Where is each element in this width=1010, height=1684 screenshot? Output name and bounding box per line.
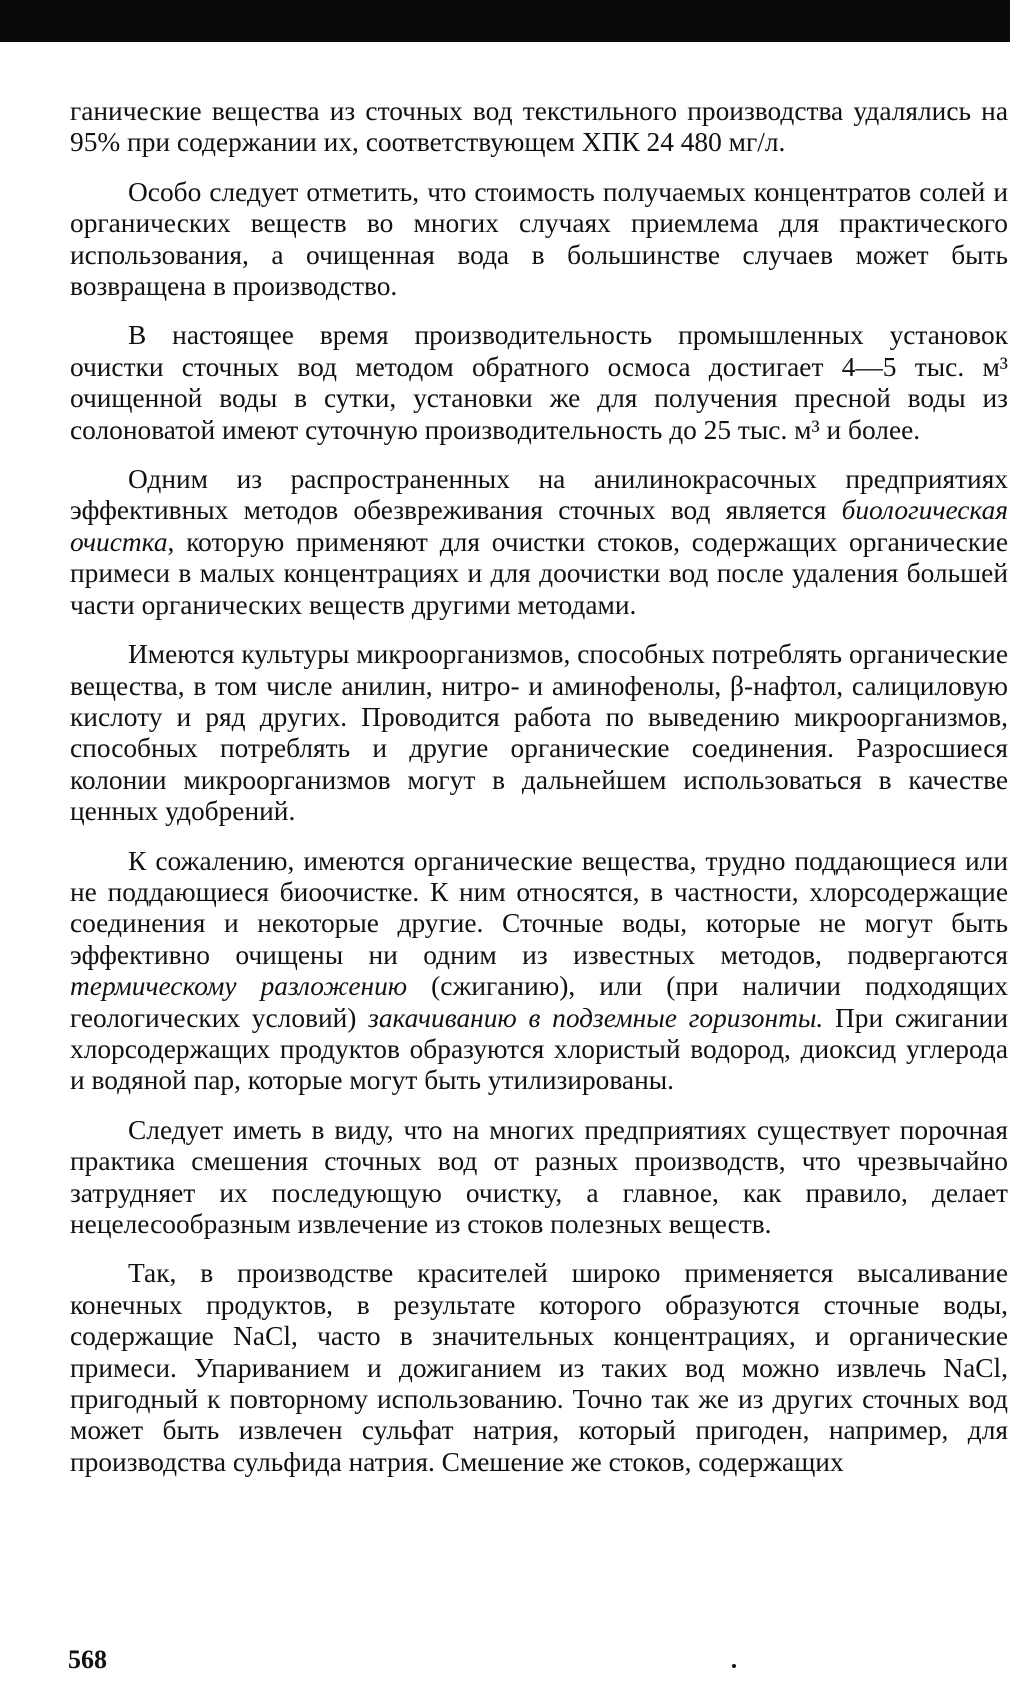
- page-body: [70, 96, 1008, 1478]
- paragraph: Имеются культуры микроорганизмов, способных потреблять органические вещества, в том числе анилин, нитро- и аминофенолы, β-нафтол, салициловую кислоту и ряд других. Проводится работа по выведению микроорганизмов, способных потреблять и другие органические соединения. Разросшиеся колонии микроорганизмов могут в дальнейшем использоваться в качестве ценных удобрений.: [70, 639, 1008, 827]
- text-run: Одним из распространенных на анилинокрасочных предприятиях эффективных методов обезвреживания сточных вод является: [70, 464, 1008, 526]
- emphasis-text: закачиванию в подземные горизонты.: [368, 1002, 824, 1033]
- emphasis-text: термическому разложению: [70, 971, 408, 1002]
- scan-top-edge: [0, 0, 1010, 42]
- text-run: При сжигании хлорсодержащих продуктов образуются хлористый водород, диоксид углерода и водяной пар, которые могут быть утилизированы.: [70, 1002, 1009, 1096]
- scan-speck: [732, 1664, 736, 1668]
- text-run: , которую применяют для очистки стоков, содержащих органические примеси в малых концентрациях и для доочистки вод после удаления большей части органических веществ другими методами.: [70, 526, 1008, 620]
- emphasis-text: биологическая очистка: [70, 495, 1008, 557]
- paragraph: [70, 464, 1008, 621]
- text-run: (сжиганию), или (при наличии подходящих геологических условий): [70, 971, 1008, 1033]
- paragraph: В настоящее время производительность промышленных установок очистки сточных вод методом обратного осмоса достигает 4—5 тыс. м³ очищенной воды в сутки, установки же для получения пресной воды из солоноватой имеют суточную производительность до 25 тыс. м³ и более.: [70, 320, 1008, 445]
- paragraph: Особо следует отметить, что стоимость получаемых концентратов солей и органических веществ во многих случаях приемлема для практического использования, а очищенная вода в большинстве случаев может быть возвращена в производство.: [70, 176, 1008, 302]
- page-number: 568: [68, 1645, 107, 1674]
- paragraph: Так, в производстве красителей широко применяется высаливание конечных продуктов, в результате которого образуются сточные воды, содержащие NaCl, часто в значительных концентрациях, и органические примеси. Упариванием и дожиганием из таких вод можно извлечь NaCl, пригодный к повторному использованию. Точно так же из других сточных вод может быть извлечен сульфат натрия, который пригоден, например, для производства сульфида натрия. Смешение же стоков, содержащих: [70, 1258, 1008, 1477]
- paragraph: Следует иметь в виду, что на многих предприятиях существует порочная практика смешения сточных вод от разных производств, что чрезвычайно затрудняет их последующую очистку, а главное, как правило, делает нецелесообразным извлечение из стоков полезных веществ.: [70, 1114, 1008, 1239]
- paragraph: ганические вещества из сточных вод текстильного производства удалялись на 95% при содержании их, соответствующем ХПК 24 480 мг/л.: [70, 96, 1008, 158]
- text-run: К сожалению, имеются органические вещества, трудно поддающиеся или не поддающиеся биоочистке. К ним относятся, в частности, хлорсодержащие соединения и некоторые другие. Сточные воды, которые не могут быть эффективно очищены ни одним из известных методов, подвергаются: [70, 845, 1008, 970]
- paragraph: [70, 846, 1008, 1097]
